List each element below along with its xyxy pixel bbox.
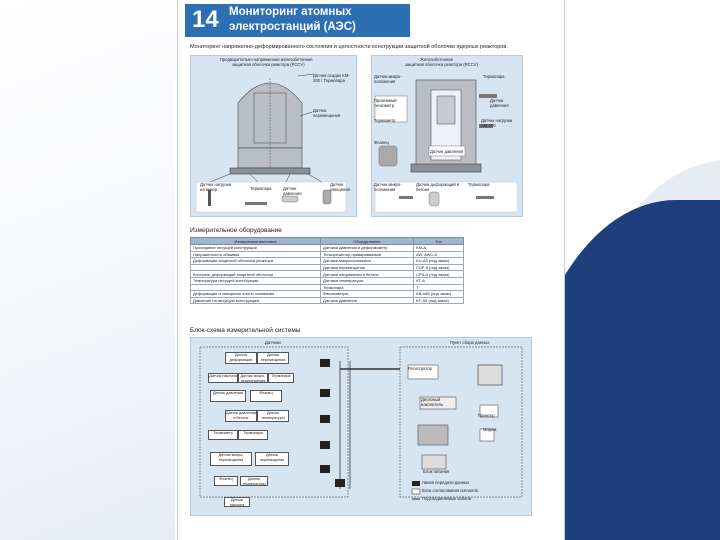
sensor-box: Датчик температуры <box>257 410 289 422</box>
pccv-leader-2 <box>298 74 314 76</box>
sensor-box: Фланец <box>214 476 238 486</box>
table-cell: Проседание несущей конструкции <box>191 245 321 252</box>
table-cell: Напряженность обшивки <box>191 251 321 258</box>
pccv-bottom-label-4: Датчик смещения <box>330 182 350 192</box>
printer-label: Принтер <box>478 413 495 418</box>
sensor-box: Датчик деформации <box>225 352 257 364</box>
table-cell: Температура несущей конструкции <box>191 277 321 284</box>
pccv-callout-2: Датчик перемещения <box>313 108 341 118</box>
rccv-label-6: Датчик нагрузки KM-200 <box>481 118 513 128</box>
legend-item-2: Блок согласования сигналов <box>422 488 478 493</box>
table-cell: AW, AWC-8 <box>414 251 464 258</box>
pccv-leader-4 <box>250 174 258 182</box>
table-cell: KU-A5 (под заказ) <box>414 258 464 265</box>
right-background <box>560 0 720 540</box>
table-cell: Деформации защитной оболочки реактора <box>191 258 321 265</box>
table-cell <box>191 264 321 271</box>
pccv-title-line1: Предварительно напряженная железобетонная <box>220 57 313 62</box>
table-row <box>191 258 464 265</box>
junction-box <box>335 479 345 487</box>
junction-box <box>320 465 330 473</box>
pccv-leader-3 <box>210 174 230 182</box>
rccv-thermometer-icon <box>379 146 397 166</box>
table-cell: Термопара <box>321 284 414 291</box>
left-background <box>0 0 175 540</box>
rccv-label-10: Датчик деформаций в бетоне <box>416 182 460 192</box>
table-row <box>191 277 464 284</box>
sensor-box: Термопара <box>238 430 268 440</box>
table-cell: Датчики давления <box>321 297 414 304</box>
rccv-strain-sensor-icon <box>429 192 439 206</box>
junction-box <box>320 441 330 449</box>
table-row <box>191 271 464 278</box>
thermocouple-icon <box>245 202 267 205</box>
rccv-label-1: Датчик микро-положения <box>374 74 402 84</box>
pccv-leader-5 <box>286 174 290 182</box>
sensor-box: Датчик наклона <box>208 373 238 383</box>
table-cell: Тензорезистор привариваемый <box>321 251 414 258</box>
sensor-box: Фланец <box>250 390 282 402</box>
table-cell: CPS-A (под заказ) <box>414 271 464 278</box>
junction-box <box>320 359 330 367</box>
table-row <box>191 251 464 258</box>
table-row <box>191 291 464 298</box>
table-header-row <box>191 238 464 245</box>
rccv-label-2: Термопара <box>483 74 505 79</box>
anchor-sensor-icon <box>208 190 211 206</box>
table-cell: CDP-5 (под заказ) <box>414 264 464 271</box>
page-title-line1: Мониторинг атомных <box>229 6 352 18</box>
page-header <box>185 4 410 37</box>
displacement-sensor-icon <box>323 190 331 204</box>
table-cell <box>191 284 321 291</box>
sensors-title: Датчики <box>265 340 281 345</box>
station-title: Пункт сбора данных <box>450 340 490 345</box>
rccv-micro-sensor-icon <box>399 196 413 199</box>
sensor-box: Термометр <box>208 430 238 440</box>
table-header-cell: Оборудование <box>321 238 414 245</box>
rccv-title-line1: Железобетонная <box>420 57 453 62</box>
table-cell: Датчики перемещения <box>321 264 414 271</box>
junction-box <box>320 415 330 423</box>
table-cell: Датчики микроположения <box>321 258 414 265</box>
legend-item-1: Линия передачи данных <box>422 480 470 485</box>
rccv-base <box>411 164 481 172</box>
table-cell: Контроль деформаций защитной оболочки <box>191 271 321 278</box>
table-cell: Давление на несущую конструкцию <box>191 297 321 304</box>
table-row <box>191 245 464 252</box>
table-row <box>191 284 464 291</box>
equipment-section-title: Измерительное оборудование <box>190 227 282 234</box>
rccv-thermo-icon <box>476 196 494 199</box>
pccv-bottom-label-3: Датчик давления <box>283 186 302 196</box>
equipment-table <box>190 237 464 304</box>
pressure-sensor-icon <box>282 196 298 202</box>
rccv-label-11: Термопара <box>468 182 490 187</box>
intro-text: Мониторинг напряженно-деформированного состояния и целостности конструкции защитной оболочки ядерных реакторов. <box>190 44 508 50</box>
block-section-title: Блок-схема измерительной системы <box>190 327 301 334</box>
rccv-title-line2: защитная оболочка реактора (RCCV) <box>405 62 478 67</box>
table-cell: Деформации и смещения плиты основания <box>191 291 321 298</box>
section-number: 14 <box>192 6 219 33</box>
sensor-box: Датчик наклона <box>224 497 250 507</box>
table-cell: Датчики давления и деформометр <box>321 245 414 252</box>
table-cell: KM-A <box>414 245 464 252</box>
sensor-box: Термопара <box>268 373 294 383</box>
table-cell: Фиксиометры <box>321 291 414 298</box>
rccv-label-3: Приземный тензометр <box>374 98 397 108</box>
sensor-box: Датчик микро-перемещения <box>210 452 252 466</box>
sensor-box: Датчик микро-перемещения <box>238 373 268 383</box>
sensor-box: Датчик давления в бетоне <box>225 410 257 422</box>
table-cell: Датчики напряжения в бетоне <box>321 271 414 278</box>
decorative-wave-dark <box>560 200 720 540</box>
sensor-box: Датчик давления <box>210 390 246 402</box>
table-row <box>191 297 464 304</box>
sensor-box: Датчик температуры <box>240 476 268 486</box>
table-cell: KT-A <box>414 277 464 284</box>
table-header-cell: Измеряемая величина <box>191 238 321 245</box>
pccv-leader-6 <box>308 174 322 182</box>
power-label: Блок питания <box>423 469 450 474</box>
power-unit-icon <box>422 455 446 469</box>
pccv-base <box>230 168 310 174</box>
junction-box <box>320 389 330 397</box>
rccv-label-9: Датчик микро-положения <box>374 182 402 192</box>
table-cell: KF-A5 (под заказ) <box>414 297 464 304</box>
rccv-core <box>437 96 455 124</box>
legend-swatch-dark <box>412 481 420 486</box>
page-title-line2: электростанций (АЭС) <box>229 21 356 33</box>
modem-label: Модем <box>483 427 497 432</box>
rack-icon <box>418 425 448 445</box>
rccv-label-5: Термометр <box>374 118 396 123</box>
table-row <box>191 264 464 271</box>
table-cell: KB-A85 (под заказ) <box>414 291 464 298</box>
rccv-label-8: Датчик давления <box>430 149 464 154</box>
legend-swatch-light <box>412 489 420 494</box>
rccv-label-7: Фланец <box>374 140 389 145</box>
table-cell: Датчики температуры <box>321 277 414 284</box>
sensor-box: Датчик перемещения <box>255 452 289 466</box>
monitor-icon <box>478 365 502 385</box>
pccv-bottom-label-2: Термопара <box>250 186 272 191</box>
disk-label: Дисковый накопитель <box>421 397 444 407</box>
legend-item-3: Подсоединяемые кабели <box>422 496 472 501</box>
table-cell: T <box>414 284 464 291</box>
pccv-title-line2: защитная оболочка реактора (PCCV) <box>232 62 305 67</box>
pccv-bottom-label-1: Датчик нагрузки на анкер <box>200 182 232 192</box>
pccv-callout-1: Датчик осадки KM-200 / Термопара <box>313 73 350 83</box>
sensor-box: Датчик перемещения <box>257 352 289 364</box>
table-header-cell: Тип <box>414 238 464 245</box>
rccv-label-4: Датчик давления <box>490 98 509 108</box>
logger-label: Регистратор <box>408 366 432 371</box>
